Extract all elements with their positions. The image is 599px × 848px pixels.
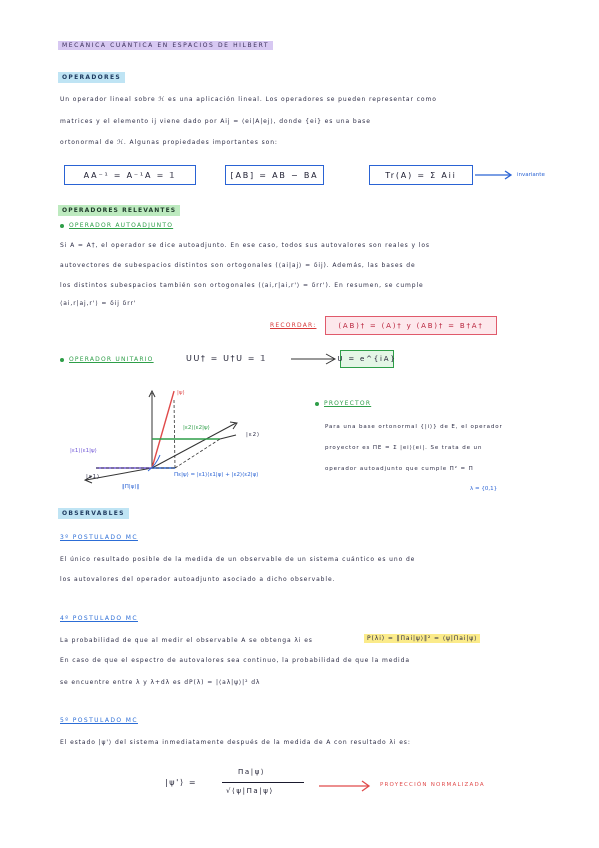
text-line: los distintos subespacios también son ortogonales (⟨ai,r|ai,r'⟩ = δrr'). En resumen, se cumple	[60, 282, 424, 289]
text-line: La probabilidad de que al medir el observable A se obtenga λi es	[60, 637, 313, 644]
projection-normalized-note: PROYECCIÓN NORMALIZADA	[380, 782, 485, 788]
text-line: En caso de que el espectro de autovalores sea continuo, la probabilidad de que la medida	[60, 657, 410, 664]
fraction-numerator: Πa|ψ⟩	[238, 768, 266, 776]
text-line: ⟨ai,r|aj,r'⟩ = δij δrr'	[60, 300, 137, 307]
text-line: Un operador lineal sobre ℋ es una aplicación lineal. Los operadores se pueden representar como	[60, 96, 437, 103]
subheading-label: OPERADOR UNITARIO	[69, 356, 154, 363]
e2-axis-label: |ε2⟩	[246, 432, 261, 438]
projector-eigenvalue-note: λ = {0,1}	[470, 486, 498, 492]
e1-axis-label: |ε1⟩	[86, 474, 101, 480]
text-line: los autovalores del operador autoadjunto asociado a dicho observable.	[60, 576, 336, 583]
post-measurement-lhs: |ψ'⟩ =	[165, 778, 198, 787]
trace-invariant-note: invariante	[517, 172, 545, 178]
bullet-icon	[60, 224, 64, 228]
subheading-unitario	[60, 356, 154, 363]
text-line: autovectores de subespacios distintos son ortogonales (⟨ai|aj⟩ = δij). Además, las bases de	[60, 262, 416, 269]
section-heading-observables: OBSERVABLES	[58, 508, 129, 519]
trace-formula-box: Tr(A) = Σ Aii	[369, 165, 473, 185]
subheading-autoadjunto	[60, 222, 173, 229]
subheading-proyector	[315, 400, 371, 407]
arrow-right-icon	[474, 170, 514, 180]
e1-projection-label: |ε1⟩⟨ε1|ψ⟩	[70, 448, 97, 454]
text-line: operador autoadjunto que cumple Π² = Π	[325, 466, 474, 472]
probability-formula-highlight: P(λi) = ‖Πai|ψ⟩‖² = ⟨ψ|Πai|ψ⟩	[364, 634, 480, 643]
recordar-label: RECORDAR:	[270, 322, 317, 329]
arrow-right-icon	[290, 352, 338, 366]
subheading-label: PROYECTOR	[324, 400, 372, 407]
text-line: El estado |ψ'⟩ del sistema inmediatamente después de la medida de A con resultado λi es:	[60, 739, 411, 746]
psi-vector	[152, 391, 174, 468]
subheading-label: OPERADOR AUTOADJUNTO	[69, 222, 174, 229]
text-line: El único resultado posible de la medida de un observable de un sistema cuántico es uno de	[60, 556, 416, 563]
text-line: se encuentre entre λ y λ+dλ es dP(λ) = |⟨aλ|ψ⟩|² dλ	[60, 679, 261, 686]
inverse-formula-box: AA⁻¹ = A⁻¹A = 𝟙	[64, 165, 196, 185]
commutator-formula-box: [AB] = AB − BA	[225, 165, 324, 185]
fraction-bar	[222, 782, 304, 783]
subheading-postulado-5: 5º POSTULADO MC	[60, 717, 138, 724]
psi-label: |ψ⟩	[177, 390, 185, 396]
text-line: matrices y el elemento ij viene dado por Aij = ⟨ei|A|ej⟩, donde {ei} es una base	[60, 118, 371, 125]
section-heading-operadores: OPERADORES	[58, 72, 125, 83]
subheading-postulado-4: 4º POSTULADO MC	[60, 615, 138, 622]
text-line: ortonormal de ℋ. Algunas propiedades importantes son:	[60, 139, 278, 146]
text-line: Si A = A†, el operador se dice autoadjunto. En ese caso, todos sus autovalores son reales y los	[60, 242, 430, 249]
pi-norm-label: ‖Π|ψ⟩‖	[122, 484, 140, 490]
e2-projection-label: |ε2⟩⟨ε2|ψ⟩	[183, 425, 210, 431]
page-title: MECÁNICA CUÁNTICA EN ESPACIOS DE HILBERT	[58, 41, 273, 50]
text-line: Para una base ortonormal {|i⟩} de E, el operador	[325, 424, 503, 430]
section-heading-relevantes: OPERADORES RELEVANTES	[58, 205, 180, 216]
unitary-exp-box: U = e^{iA}	[340, 350, 394, 368]
fraction-denominator: √⟨ψ|Πa|ψ⟩	[226, 787, 274, 795]
pi-sum-label: Πε|ψ⟩ = |ε1⟩⟨ε1|ψ⟩ + |ε2⟩⟨ε2|ψ⟩	[174, 472, 259, 478]
bullet-icon	[60, 358, 64, 362]
subheading-postulado-3: 3º POSTULADO MC	[60, 534, 138, 541]
unitary-formula: UU† = U†U = 𝟙	[186, 354, 267, 363]
arrow-right-icon	[318, 780, 372, 792]
text-line: proyector es ΠE = Σ |ei⟩⟨ei|. Se trata de un	[325, 445, 483, 451]
recordar-formula-box: (AB)† = (A)† y (AB)† = B†A†	[325, 316, 497, 335]
bullet-icon	[315, 402, 319, 406]
